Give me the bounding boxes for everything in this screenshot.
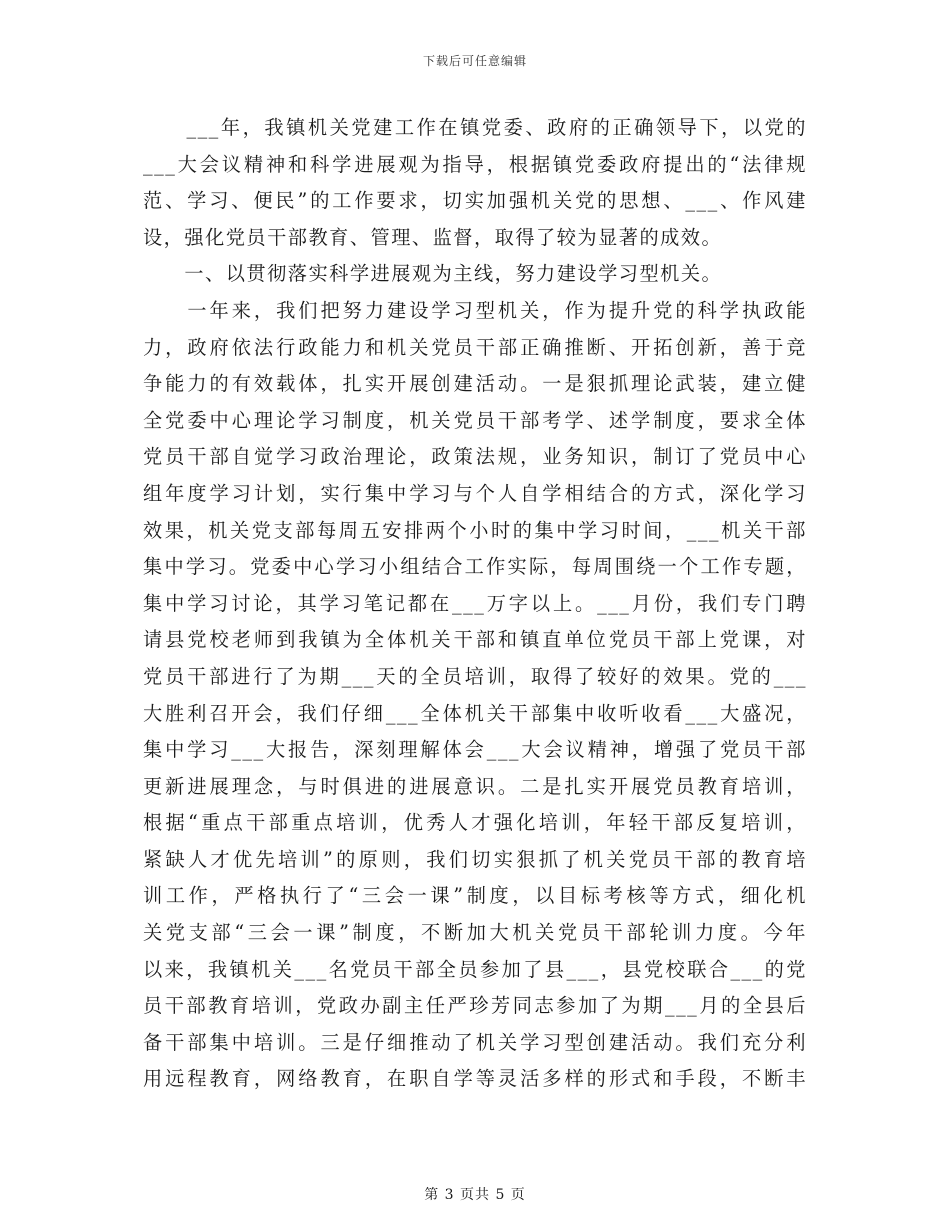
text-line: 以来，我镇机关___名党员干部全员参加了县___，县党校联合___的党 bbox=[143, 957, 807, 981]
page-number: 第 3 页共 5 页 bbox=[424, 1187, 526, 1203]
text-line: 备干部集中培训。三是仔细推动了机关学习型创建活动。我们充分利 bbox=[143, 1030, 807, 1054]
text-line: 用远程教育，网络教育，在职自学等灵活多样的形式和手段，不断丰 bbox=[143, 1067, 807, 1091]
document-body bbox=[143, 110, 807, 1098]
text-line: 争能力的有效载体，扎实开展创建活动。一是狠抓理论武装，建立健 bbox=[143, 372, 807, 396]
text-line: 范、学习、便民”的工作要求，切实加强机关党的思想、___、作风建 bbox=[143, 189, 807, 213]
text-line: 更新进展理念，与时俱进的进展意识。二是扎实开展党员教育培训， bbox=[143, 774, 807, 798]
text-line: 组年度学习计划，实行集中学习与个人自学相结合的方式，深化学习 bbox=[143, 481, 807, 505]
text-line: 大胜利召开会，我们仔细___全体机关干部集中收听收看___大盛况， bbox=[143, 701, 807, 725]
text-line: 设，强化党员干部教育、管理、监督，取得了较为显著的成效。 bbox=[143, 225, 723, 249]
text-line: 力，政府依法行政能力和机关党员干部正确推断、开拓创新，善于竞 bbox=[143, 335, 807, 359]
text-line: 员干部教育培训，党政办副主任严珍芳同志参加了为期___月的全县后 bbox=[143, 994, 807, 1018]
text-line: 请县党校老师到我镇为全体机关干部和镇直单位党员干部上党课，对 bbox=[143, 628, 807, 652]
text-line: 效果，机关党支部每周五安排两个小时的集中学习时间，___机关干部 bbox=[143, 518, 807, 542]
text-line: 根据“重点干部重点培训，优秀人才强化培训，年轻干部反复培训， bbox=[143, 811, 807, 835]
text-line: 集中学习。党委中心学习小组结合工作实际，每周围绕一个工作专题， bbox=[143, 555, 807, 579]
text-line: 关党支部“三会一课”制度，不断加大机关党员干部轮训力度。今年 bbox=[143, 921, 807, 945]
section-heading: 一、以贯彻落实科学进展观为主线，努力建设学习型机关。 bbox=[143, 262, 723, 286]
text-line: 紧缺人才优先培训”的原则，我们切实狠抓了机关党员干部的教育培 bbox=[143, 847, 807, 871]
text-line: ___年，我镇机关党建工作在镇党委、政府的正确领导下，以党的 bbox=[143, 116, 807, 139]
text-line: 训工作，严格执行了“三会一课”制度，以目标考核等方式，细化机 bbox=[143, 884, 807, 908]
text-line: 党员干部自觉学习政治理论，政策法规，业务知识，制订了党员中心 bbox=[143, 445, 807, 469]
text-line: 集中学习___大报告，深刻理解体会___大会议精神，增强了党员干部 bbox=[143, 738, 807, 762]
text-line: 党员干部进行了为期___天的全员培训，取得了较好的效果。党的___ bbox=[143, 664, 807, 688]
text-line: ___大会议精神和科学进展观为指导，根据镇党委政府提出的“法律规 bbox=[143, 152, 807, 176]
text-line: 全党委中心理论学习制度，机关党员干部考学、述学制度，要求全体 bbox=[143, 408, 807, 432]
page-header: 下载后可任意编辑 bbox=[422, 54, 527, 68]
text-line: 集中学习讨论，其学习笔记都在___万字以上。___月份，我们专门聘 bbox=[143, 591, 807, 615]
text-line: 一年来，我们把努力建设学习型机关，作为提升党的科学执政能 bbox=[143, 298, 807, 322]
